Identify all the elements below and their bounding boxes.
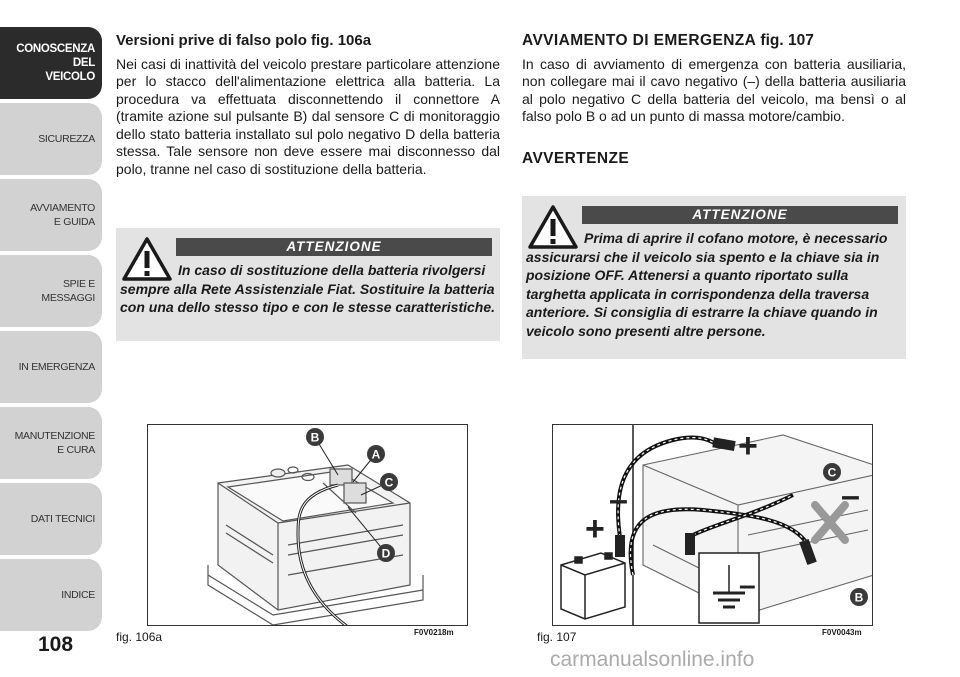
warning-box — [522, 196, 906, 359]
section-heading: Versioni prive di falso polo fig. 106a — [116, 32, 372, 49]
figure-106a — [147, 424, 468, 626]
tab-manutenzione-e-cura[interactable] — [0, 407, 102, 479]
label-b: B — [310, 430, 320, 445]
figure-code: F0V0043m — [822, 628, 862, 637]
sign-minus-left: – — [609, 481, 628, 519]
subheading-avvertenze: AVVERTENZE — [522, 149, 630, 167]
section-body: In caso di avviamento di emergenza con batteria ausiliaria, non collegare mai il cavo negativo (–) della batteria ausiliaria al polo negativo C della batteria del veicolo, ma bensì o al falso polo B o ad un punto di massa motore/cambio. — [522, 55, 906, 124]
label-b: B — [854, 590, 864, 605]
label-c: C — [384, 475, 394, 490]
figure-caption: fig. 107 — [537, 630, 577, 644]
tab-dati-tecnici[interactable] — [0, 483, 102, 555]
tab-label: DATI TECNICI — [30, 513, 95, 525]
tab-spie-e-messaggi[interactable] — [0, 255, 102, 327]
tab-label: SICUREZZA — [38, 133, 95, 145]
tab-label: CONOSCENZA DEL VEICOLO — [16, 43, 95, 83]
tab-label: MANUTENZIONE E CURA — [14, 430, 95, 456]
label-d: D — [381, 546, 391, 561]
tab-label: INDICE — [61, 589, 95, 601]
sign-minus-ground: – — [739, 569, 756, 602]
left-column — [116, 32, 500, 178]
heading-text: AVVIAMENTO DI EMERGENZA — [522, 32, 756, 49]
warning-title: ATTENZIONE — [176, 238, 492, 256]
warning-text: In caso di sostituzione della batteria rivolgersi sempre alla Rete Assistenziale Fiat. Sostituire la batteria con una dello stesso tipo e con le stesse caratteristiche. — [120, 262, 496, 315]
watermark: carmanualsonline.info — [550, 648, 755, 671]
section-body: Nei casi di inattività del veicolo prestare particolare attenzione per lo stacco dell'alimentazione elettrica alla batteria. La procedura va effettuata disconnettendo il connettore A (tramite azione sul pulsante B) dal sensore C di monitoraggio dello stato batteria installato sul polo negativo D della batteria stessa. Tale sensore non deve essere mai disconnesso dal polo, tranne nel caso di sostituzione della batteria. — [116, 55, 500, 177]
sign-plus-left: + — [585, 510, 605, 548]
tab-indice[interactable] — [0, 559, 102, 631]
right-column — [522, 32, 906, 173]
label-a: A — [371, 447, 381, 462]
warning-box — [116, 228, 500, 341]
sign-minus-right: – — [841, 477, 860, 515]
tab-label: IN EMERGENZA — [18, 361, 95, 373]
warning-title: ATTENZIONE — [582, 206, 898, 224]
tab-sicurezza[interactable] — [0, 103, 102, 175]
tab-avviamento-e-guida[interactable] — [0, 179, 102, 251]
heading-figure-ref: fig. 107 — [760, 32, 814, 49]
jump-start-illustration — [553, 425, 873, 626]
figure-code: F0V0218m — [414, 628, 454, 637]
battery-illustration — [148, 425, 468, 626]
sign-plus-top: + — [738, 427, 758, 465]
tab-in-emergenza[interactable] — [0, 331, 102, 403]
label-c: C — [827, 465, 837, 480]
tab-conoscenza-del-veicolo[interactable] — [0, 27, 102, 99]
figure-caption: fig. 106a — [116, 630, 163, 644]
figure-107 — [552, 424, 873, 626]
tab-label: SPIE E MESSAGGI — [41, 278, 95, 304]
warning-text: Prima di aprire il cofano motore, è necessario assicurarsi che il veicolo sia spento e la chiave sia in posizione OFF. Attenersi a quanto riportato sulla targhetta applicata in corrispondenza della traversa anteriore. Si consiglia di estrarre la chiave quando in veicolo sono presenti altre persone. — [526, 230, 888, 339]
section-heading — [522, 32, 906, 50]
page-number: 108 — [38, 633, 74, 656]
tab-label: AVVIAMENTO E GUIDA — [30, 202, 95, 228]
